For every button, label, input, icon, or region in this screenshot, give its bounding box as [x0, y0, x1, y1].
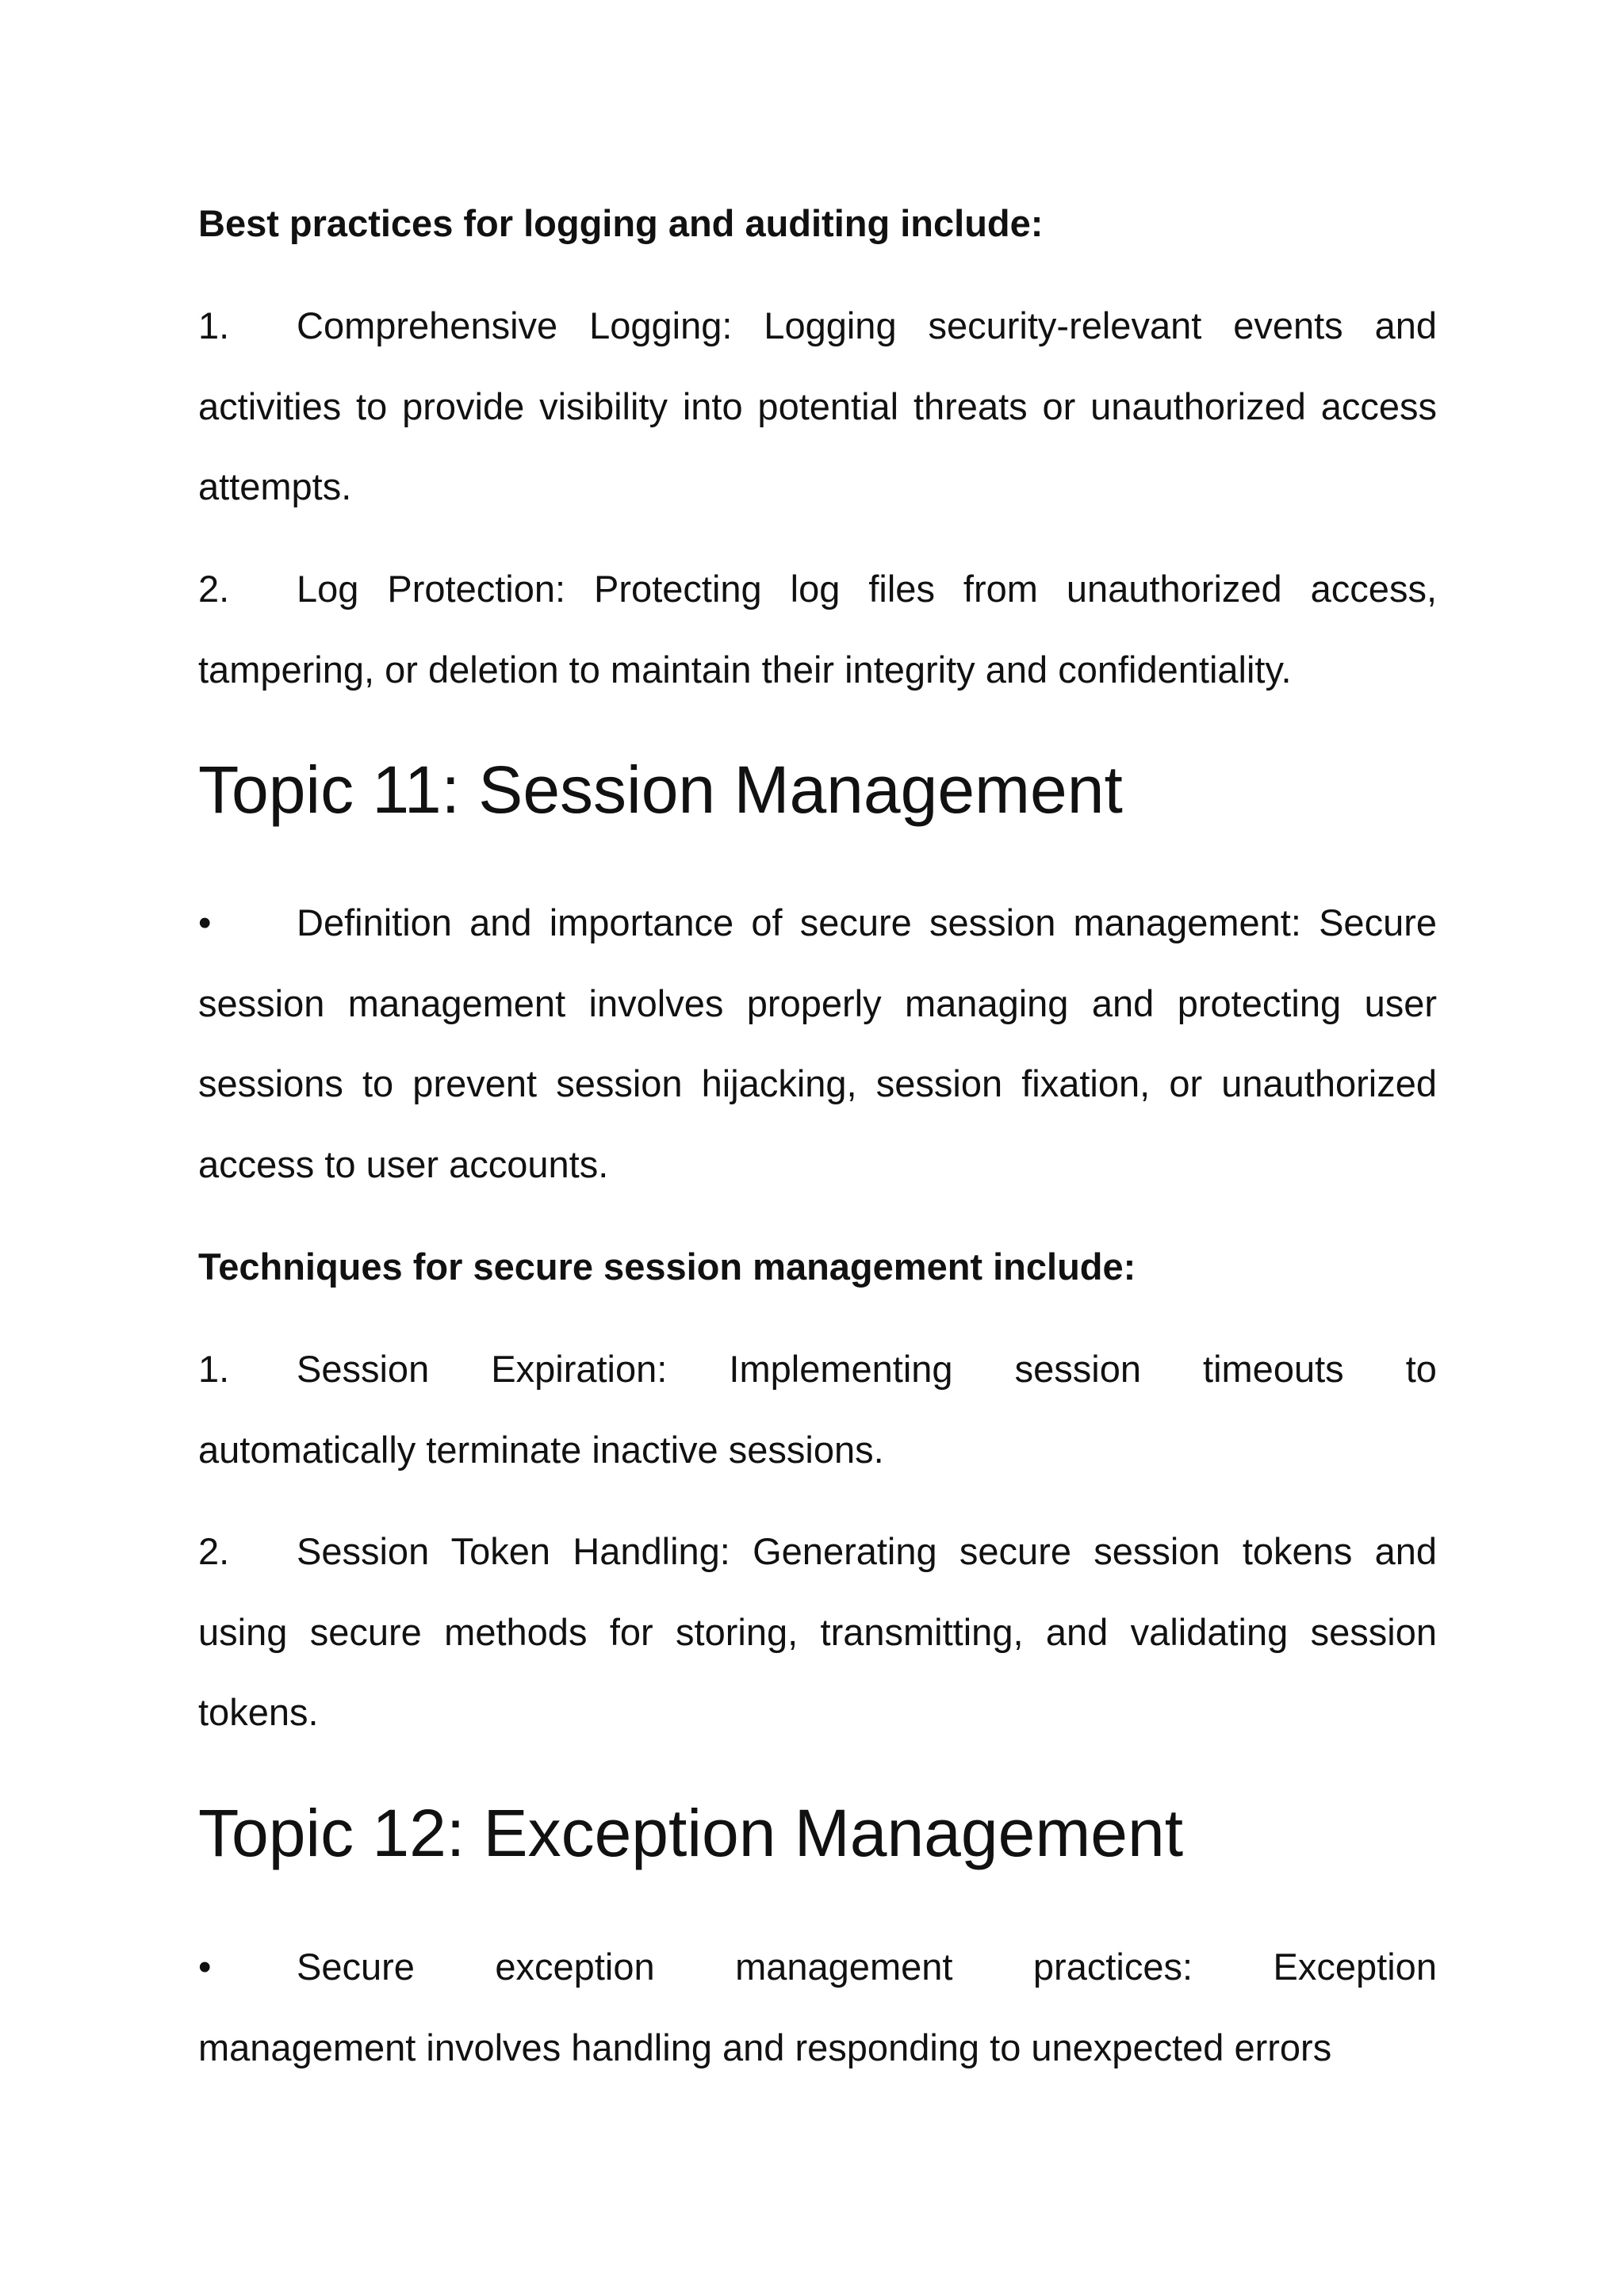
- bullet-marker: •: [198, 901, 212, 943]
- session-item-2: [198, 1511, 1437, 1753]
- session-item-1-first-line: [198, 1329, 1437, 1410]
- list-item-text: automatically terminate inactive sessions.: [198, 1428, 884, 1471]
- word: Implementing: [729, 1348, 953, 1390]
- list-item-text: Comprehensive Logging: Logging security-relevant events and activities to provide visibility into potential threats or unauthorized access attempts.: [198, 304, 1437, 507]
- list-item-text: Session Token Handling: Generating secure session tokens and using secure methods for storing, transmitting, and validating session tokens.: [198, 1530, 1437, 1733]
- word: Expiration:: [491, 1348, 668, 1390]
- logging-intro: Best practices for logging and auditing include:: [198, 202, 1044, 244]
- topic-12-bullet-rest: [198, 2007, 1437, 2088]
- session-item-1: [198, 1329, 1437, 1490]
- bullet-marker: •: [198, 1946, 212, 1988]
- session-item-1-rest: [198, 1410, 1437, 1490]
- topic-11-heading: Topic 11: Session Management: [198, 752, 1123, 827]
- topic-11-bullet: [198, 882, 1437, 1204]
- topic-12-bullet: [198, 1927, 1437, 2087]
- word: timeouts: [1203, 1348, 1344, 1390]
- list-number: 2.: [198, 568, 230, 610]
- list-number: 2.: [198, 1530, 230, 1572]
- word: session: [1014, 1348, 1141, 1390]
- word: to: [1405, 1348, 1437, 1390]
- list-item-text: Log Protection: Protecting log files from unauthorized access, tampering, or deletion to maintain their integrity and confidentiality.: [198, 568, 1437, 691]
- bullet-text: Definition and importance of secure session management: Secure session management involves properly managing and protecting user sessions to prevent session hijacking, session fixation, or unauthorized access to user accounts.: [198, 901, 1437, 1185]
- document-page: [198, 0, 1437, 2296]
- topic-12-heading: Topic 12: Exception Management: [198, 1796, 1184, 1870]
- techniques-intro: Techniques for secure session management include:: [198, 1246, 1136, 1288]
- list-number: 1.: [198, 304, 230, 346]
- list-number: 1.: [198, 1348, 230, 1390]
- word: practices:: [1032, 1946, 1193, 1988]
- logging-item-2: [198, 549, 1437, 710]
- word: Session: [297, 1348, 430, 1390]
- logging-item-1: [198, 285, 1437, 527]
- word: management: [735, 1946, 953, 1988]
- topic-12-bullet-first-line: [198, 1927, 1437, 2007]
- word: Secure: [297, 1946, 415, 1988]
- bullet-text: management involves handling and responding to unexpected errors: [198, 2026, 1332, 2068]
- word: exception: [495, 1946, 655, 1988]
- word: Exception: [1273, 1946, 1437, 1988]
